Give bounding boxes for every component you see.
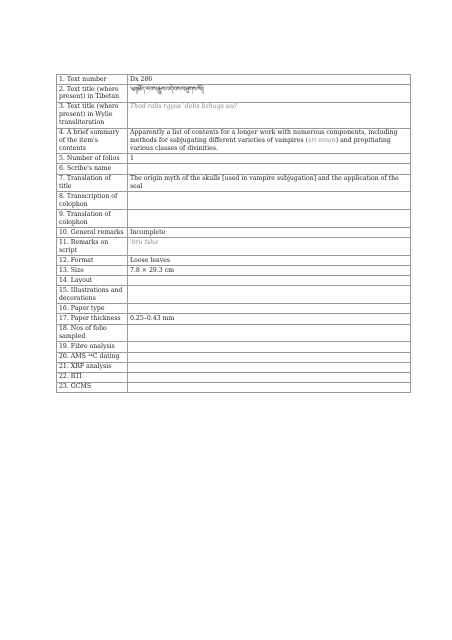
row-label: 17. Paper thickness [57, 314, 128, 324]
paper-type-value [128, 304, 411, 314]
row-label: 12. Format [57, 256, 128, 266]
table-row [57, 342, 411, 352]
row-label: 13. Size [57, 266, 128, 276]
table-row [57, 382, 411, 392]
row-label: 16. Paper type [57, 304, 128, 314]
summary-text-end: ) and propitiating various classes of divinities. [130, 136, 391, 152]
row-label: 3. Text title (where present) in Wylie transliteration [57, 102, 128, 128]
script-remarks-value: 'bru tsha [128, 238, 411, 256]
row-label: 6. Scribe's name [57, 164, 128, 174]
row-label: 7. Translation of title [57, 174, 128, 192]
format-value: Loose leaves [128, 256, 411, 266]
table-row [57, 372, 411, 382]
fibre-analysis-value [128, 342, 411, 352]
catalogue-sheet [56, 74, 404, 393]
table-row [57, 102, 411, 128]
gcms-value [128, 382, 411, 392]
size-value: 7.8 × 29.3 cm [128, 266, 411, 276]
row-label: 14. Layout [57, 276, 128, 286]
table-row [57, 256, 411, 266]
rti-value [128, 372, 411, 382]
row-label: 10. General remarks [57, 228, 128, 238]
row-label: 22. RTI [57, 372, 128, 382]
table-row [57, 228, 411, 238]
summary-text: Apparently a list of contents for a longer work with numerous components, including methods for subjugating different varieties of vampires ( [130, 129, 398, 144]
metadata-table [56, 74, 411, 393]
colophon-transcription-value [128, 192, 411, 210]
table-row [57, 286, 411, 304]
xrf-analysis-value [128, 362, 411, 372]
table-row [57, 304, 411, 314]
row-label: 20. AMS ¹⁴C dating [57, 352, 128, 362]
table-row [57, 154, 411, 164]
ams-dating-value [128, 352, 411, 362]
folios-value: 1 [128, 154, 411, 164]
table-row [57, 352, 411, 362]
illustrations-value [128, 286, 411, 304]
text-number-value: Dx 286 [128, 75, 411, 85]
row-label: 4. A brief summary of the item's contents [57, 128, 128, 154]
table-row [57, 128, 411, 154]
row-label: 9. Translation of colophon [57, 210, 128, 228]
table-row [57, 238, 411, 256]
summary-value [128, 128, 411, 154]
wylie-title-value: Thod rabs rgyus 'debs bzhugs so// [128, 102, 411, 128]
table-row [57, 324, 411, 342]
table-row [57, 276, 411, 286]
table-row [57, 75, 411, 85]
row-label: 23. GCMS [57, 382, 128, 392]
row-label: 2. Text title (where present) in Tibetan [57, 85, 128, 103]
row-label: 18. Nos of folio sampled [57, 324, 128, 342]
row-label: 15. Illustrations and decorations [57, 286, 128, 304]
table-row [57, 164, 411, 174]
scribe-value [128, 164, 411, 174]
layout-value [128, 276, 411, 286]
table-row [57, 192, 411, 210]
row-label: 1. Text number [57, 75, 128, 85]
general-remarks-value: Incomplete [128, 228, 411, 238]
table-row [57, 266, 411, 276]
row-label: 21. XRF analysis [57, 362, 128, 372]
row-label: 11. Remarks on script [57, 238, 128, 256]
row-label: 8. Transcription of colophon [57, 192, 128, 210]
tibetan-title-value: ༄།།ཐོད་རབས་རྒྱུས་འདེབས་བཟུགས་སོ།། [128, 85, 411, 103]
row-label: 19. Fibre analysis [57, 342, 128, 352]
table-row [57, 85, 411, 103]
row-label: 5. Number of folios [57, 154, 128, 164]
table-row [57, 174, 411, 192]
table-row [57, 362, 411, 372]
title-translation-value: The origin myth of the skulls [used in vampire subjugation] and the application of the seal [128, 174, 411, 192]
table-row [57, 314, 411, 324]
table-row [57, 210, 411, 228]
folio-sampled-value [128, 324, 411, 342]
summary-term: sri mnan [308, 136, 336, 144]
colophon-translation-value [128, 210, 411, 228]
paper-thickness-value: 0.25–0.43 mm [128, 314, 411, 324]
